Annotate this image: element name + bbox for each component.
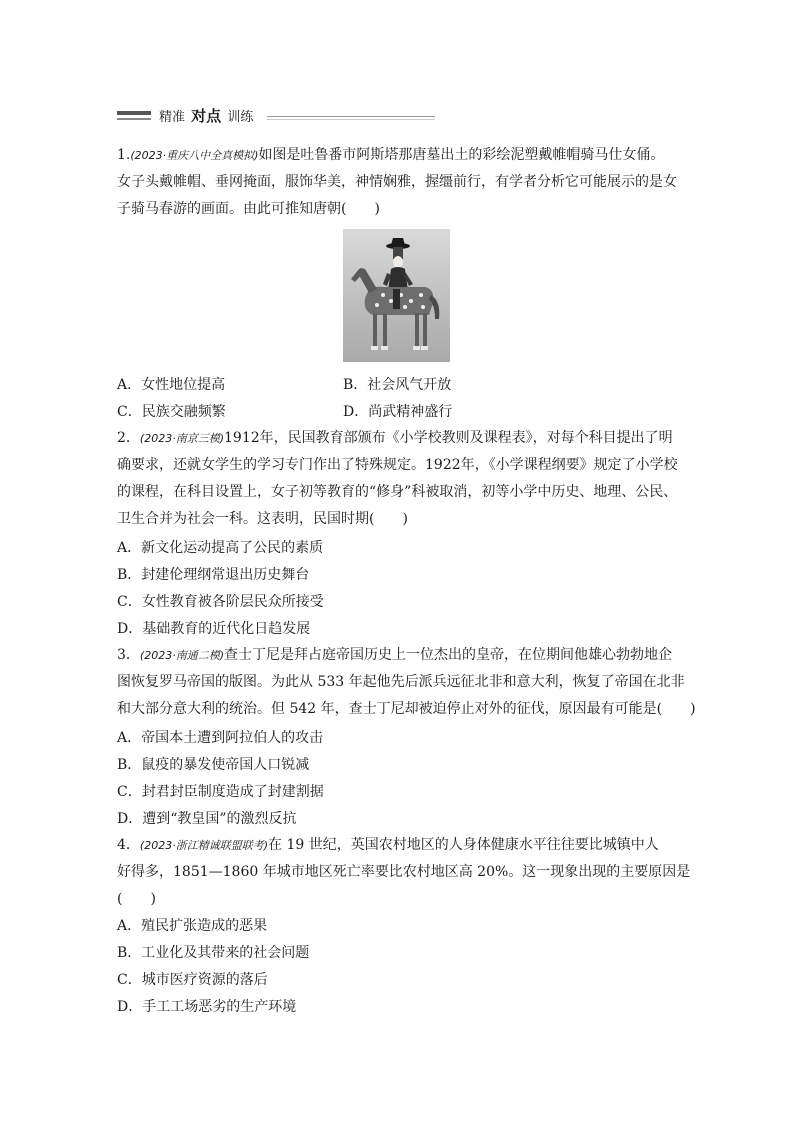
option-d: D．基础教育的近代化日趋发展 — [117, 621, 311, 637]
question-number: 2． — [117, 430, 140, 446]
question-text-line: 确要求，还就女学生的学习专门作出了特殊规定。1922年，《小学课程纲要》规定了小学校 — [117, 457, 678, 473]
option-c: C．民族交融频繁 — [117, 404, 226, 420]
question-text-line: 如图是吐鲁番市阿斯塔那唐墓出土的彩绘泥塑戴帷帽骑马仕女俑。 — [258, 147, 665, 163]
option-c: C．女性教育被各阶层民众所接受 — [117, 594, 324, 610]
question-source: (2023·浙江精诚联盟联考) — [139, 839, 268, 852]
header-rule-light — [267, 119, 435, 120]
question-2-stem — [117, 425, 682, 533]
question-text-line: 女子头戴帷帽、垂网掩面，服饰华美，神情娴雅，握缰前行，有学者分析它可能展示的是女 — [117, 174, 677, 190]
question-text-line: ( ) — [117, 891, 156, 907]
figurine-horse-rider-image — [343, 229, 450, 362]
option-d: D．手工工场恶劣的生产环境 — [117, 999, 297, 1015]
section-title-prefix: 精准 — [159, 110, 186, 125]
question-text-line: 1912年，民国教育部颁布《小学校教则及课程表》，对每个科目提出了明 — [224, 430, 673, 446]
question-text-line: 好得多，1851—1860 年城市地区死亡率要比农村地区高 20%。这一现象出现的主要原因是 — [117, 864, 691, 880]
question-source: (2023·重庆八中全真模拟) — [130, 149, 259, 162]
section-title — [159, 105, 253, 126]
option-b: B．工业化及其带来的社会问题 — [117, 945, 310, 961]
option-d: D．尚武精神盛行 — [343, 404, 453, 420]
option-a: A．新文化运动提高了公民的素质 — [117, 540, 324, 556]
section-title-emphasis: 对点 — [191, 107, 222, 125]
option-b: B．社会风气开放 — [343, 377, 452, 393]
section-header — [117, 104, 435, 126]
question-1-stem — [117, 142, 682, 223]
question-text-line: 图恢复罗马帝国的版图。为此从 533 年起他先后派兵远征北非和意大利，恢复了帝国在北非 — [117, 674, 685, 690]
option-b: B．封建伦理纲常退出历史舞台 — [117, 567, 310, 583]
question-text-line: 子骑马春游的画面。由此可推知唐朝( ) — [117, 201, 380, 217]
question-text-line: 的课程，在科目设置上，女子初等教育的“修身”科被取消，初等小学中历史、地理、公民、 — [117, 484, 678, 500]
option-b: B．鼠疫的暴发使帝国人口锐减 — [117, 757, 310, 773]
option-a: A．殖民扩张造成的恶果 — [117, 918, 268, 934]
header-bar-decoration-thin — [117, 118, 151, 120]
question-source: (2023·南通二模) — [139, 649, 224, 662]
option-c: C．封君封臣制度造成了封建割据 — [117, 784, 324, 800]
question-number: 1. — [117, 147, 131, 163]
question-number: 3． — [117, 647, 140, 663]
question-text-line: 和大部分意大利的统治。但 542 年，查士丁尼却被迫停止对外的征伐，原因最有可能是( ) — [117, 701, 696, 717]
question-4-stem — [117, 832, 691, 913]
question-source: (2023·南京三模) — [139, 432, 224, 445]
question-3-stem — [117, 642, 696, 723]
option-c: C．城市医疗资源的落后 — [117, 972, 268, 988]
question-text-line: 在 19 世纪，英国农村地区的人身体健康水平往往要比城镇中人 — [268, 837, 659, 853]
question-text-line: 查士丁尼是拜占庭帝国历史上一位杰出的皇帝，在位期间他雄心勃勃地企 — [224, 647, 672, 663]
header-bar-decoration — [117, 111, 151, 115]
figurine-illustration — [343, 229, 450, 362]
option-d: D．遭到“教皇国”的激烈反抗 — [117, 811, 297, 827]
question-text-line: 卫生合并为社会一科。这表明，民国时期( ) — [117, 511, 408, 527]
header-rule — [267, 116, 435, 117]
option-a: A．女性地位提高 — [117, 377, 226, 393]
option-a: A．帝国本土遭到阿拉伯人的攻击 — [117, 730, 324, 746]
question-number: 4． — [117, 837, 140, 853]
section-title-suffix: 训练 — [227, 110, 254, 125]
